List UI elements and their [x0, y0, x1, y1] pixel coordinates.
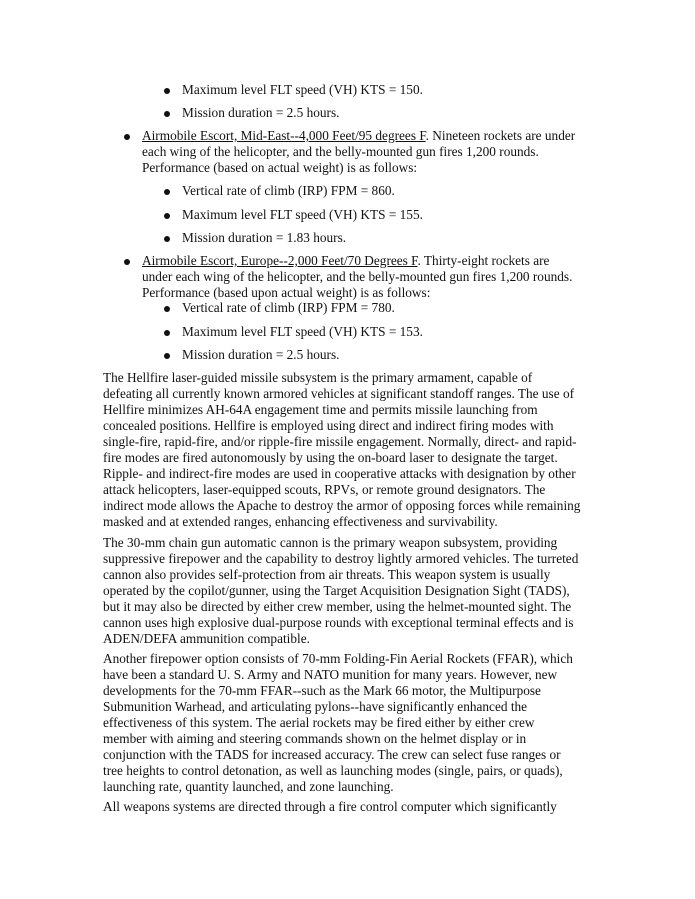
paragraph-line: The Hellfire laser-guided missile subsystem is the primary armament, capable of	[103, 370, 533, 385]
paragraph-line: single-fire, rapid-fire, and/or ripple-fire missile engagement. Normally, direct- and rapid-	[103, 434, 577, 449]
bullet-dot-icon	[164, 189, 170, 195]
bullet-dot-icon	[164, 330, 170, 336]
bullet-mideast-line-3: Performance (based on actual weight) is as follows:	[142, 160, 418, 175]
list-item: Mission duration = 1.83 hours.	[182, 230, 347, 245]
paragraph-hellfire	[103, 370, 603, 530]
bullet-dot-icon	[164, 213, 170, 219]
paragraph-line: defeating all currently known armored vehicles at significant standoff ranges. The use of	[103, 386, 575, 401]
paragraph-line: member with aiming and steering commands shown on the helmet display or in	[103, 731, 527, 746]
paragraph-line: ADEN/DEFA ammunition compatible.	[103, 631, 310, 646]
paragraph-line: conjunction with the TADS for increased accuracy. The crew can select fuse ranges or	[103, 747, 561, 762]
paragraph-line: but it may also be directed by either crew member, using the helmet-mounted sight. The	[103, 599, 572, 614]
paragraph-line: attack helicopters, laser-equipped scouts, RPVs, or remote ground designators. The	[103, 482, 546, 497]
paragraph-line: Another firepower option consists of 70-mm Folding-Fin Aerial Rockets (FFAR), which	[103, 651, 573, 666]
paragraph-line: Ripple- and indirect-fire modes are used in cooperative attacks with designation by other	[103, 466, 576, 481]
bullet-dot-icon	[124, 134, 130, 140]
paragraph-line: indirect mode allows the Apache to destroy the armor of opposing forces while remaining	[103, 498, 581, 513]
list-item: Maximum level FLT speed (VH) KTS = 150.	[182, 82, 423, 97]
bullet-europe-title: Airmobile Escort, Europe--2,000 Feet/70 Degrees F	[142, 253, 418, 268]
bullet-dot-icon	[164, 111, 170, 117]
paragraph-fire-control	[103, 799, 603, 815]
paragraph-line: The 30-mm chain gun automatic cannon is the primary weapon subsystem, providing	[103, 535, 558, 550]
paragraph-line: All weapons systems are directed through a fire control computer which significantly	[103, 799, 557, 814]
list-item: Mission duration = 2.5 hours.	[182, 347, 340, 362]
paragraph-line: operated by the copilot/gunner, using the Target Acquisition Designation Sight (TADS),	[103, 583, 570, 598]
paragraph-line: have been a standard U. S. Army and NATO munition for many years. However, new	[103, 667, 558, 682]
bullet-dot-icon	[124, 259, 130, 265]
bullet-dot-icon	[164, 306, 170, 312]
bullet-mideast-line1-rest: . Nineteen rockets are under	[425, 128, 576, 143]
paragraph-line: cannon uses high explosive dual-purpose rounds with exceptional terminal effects and is	[103, 615, 574, 630]
paragraph-chain-gun	[103, 535, 603, 647]
paragraph-line: launching rate, quantity launched, and zone launching.	[103, 779, 394, 794]
bullet-europe-text	[142, 253, 602, 301]
paragraph-line: concealed positions. Hellfire is employed using direct and indirect firing modes with	[103, 418, 554, 433]
list-item: Maximum level FLT speed (VH) KTS = 153.	[182, 324, 423, 339]
list-item: Maximum level FLT speed (VH) KTS = 155.	[182, 207, 423, 222]
paragraph-ffar	[103, 651, 603, 795]
bullet-dot-icon	[164, 236, 170, 242]
bullet-europe-line-3: Performance (based upon actual weight) is as follows:	[142, 285, 431, 300]
paragraph-line: suppressive firepower and the capability to destroy lightly armored vehicles. The turreted	[103, 551, 579, 566]
bullet-mideast-line-1	[142, 128, 602, 144]
paragraph-line: Submunition Warhead, and articulating pylons--have significantly enhanced the	[103, 699, 528, 714]
bullet-mideast-title: Airmobile Escort, Mid-East--4,000 Feet/95 degrees F	[142, 128, 426, 143]
bullet-dot-icon	[164, 88, 170, 94]
bullet-mideast-line-2: each wing of the helicopter, and the belly-mounted gun fires 1,200 rounds.	[142, 144, 539, 159]
bullet-mideast-text	[142, 128, 602, 176]
paragraph-line: developments for the 70-mm FFAR--such as the Mark 66 motor, the Multipurpose	[103, 683, 541, 698]
paragraph-line: cannon also provides self-protection from air threats. This weapon system is usually	[103, 567, 551, 582]
paragraph-line: tree heights to control detonation, as well as launching modes (single, pairs, or quads),	[103, 763, 563, 778]
list-item: Vertical rate of climb (IRP) FPM = 860.	[182, 183, 395, 198]
bullet-dot-icon	[164, 353, 170, 359]
list-item: Vertical rate of climb (IRP) FPM = 780.	[182, 300, 395, 315]
paragraph-line: Hellfire minimizes AH-64A engagement time and permits missile launching from	[103, 402, 538, 417]
paragraph-line: masked and at extended ranges, enhancing effectiveness and survivability.	[103, 514, 498, 529]
bullet-europe-line1-rest: . Thirty-eight rockets are	[417, 253, 550, 268]
bullet-europe-line-2: under each wing of the helicopter, and the belly-mounted gun fires 1,200 rounds.	[142, 269, 573, 284]
bullet-europe-line-1	[142, 253, 602, 269]
paragraph-line: fire modes are fired autonomously by using the on-board laser to designate the target.	[103, 450, 558, 465]
list-item: Mission duration = 2.5 hours.	[182, 105, 340, 120]
paragraph-line: effectiveness of this system. The aerial rockets may be fired either by either crew	[103, 715, 535, 730]
